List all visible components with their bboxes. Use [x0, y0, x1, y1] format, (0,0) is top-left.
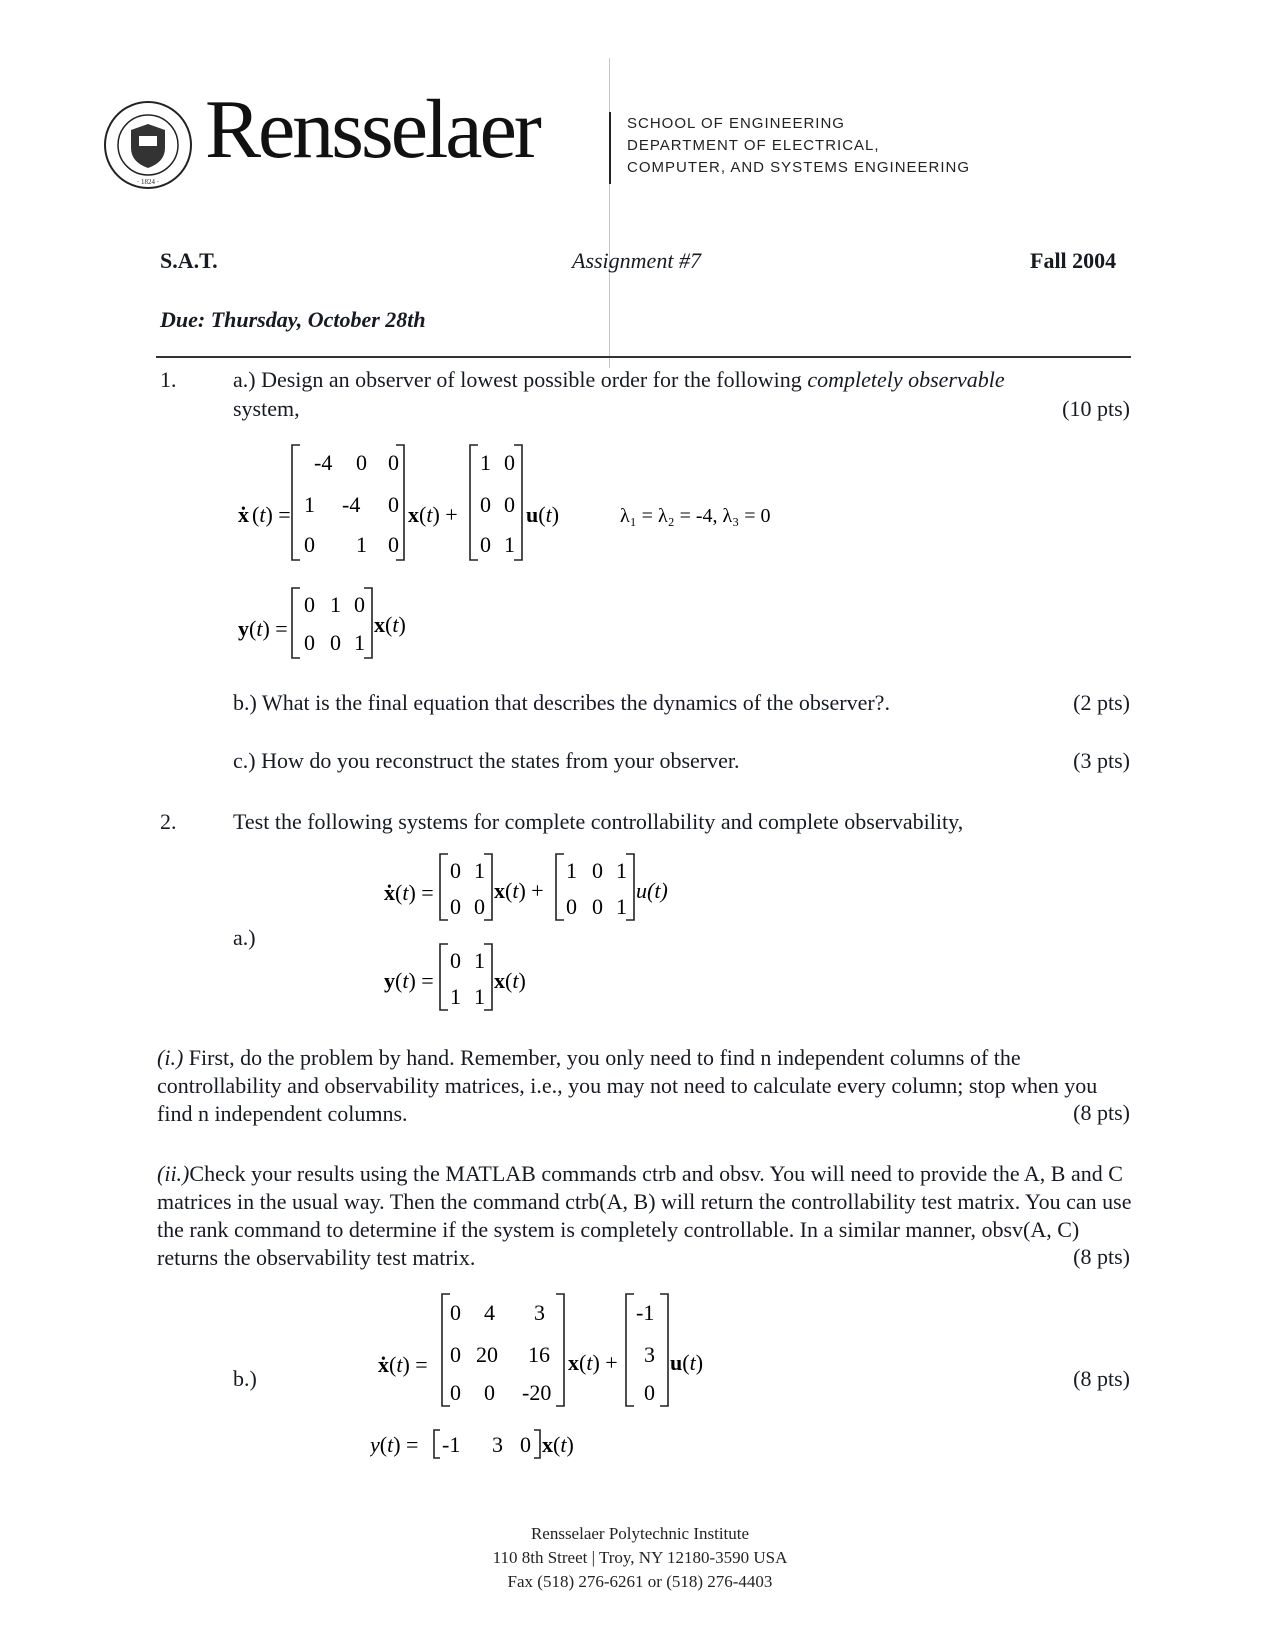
matrix-2b-b-right-bracket	[660, 1294, 668, 1406]
brand-wordmark: Rensselaer	[205, 83, 539, 176]
c-21: 0	[304, 630, 315, 655]
problem-1a-emphasis: completely observable	[807, 367, 1005, 392]
b2-21: 0	[566, 894, 577, 919]
a3-22: 20	[476, 1342, 498, 1367]
note-i-points: (8 pts)	[1073, 1100, 1130, 1125]
matrix-2a-a	[450, 858, 485, 919]
c3-1: -1	[442, 1432, 461, 1457]
y-term-2a: y(t) =	[384, 968, 434, 993]
matrix-2b-a	[450, 1300, 551, 1405]
u-term-1: u(t)	[526, 502, 560, 527]
a-11: -4	[314, 450, 333, 475]
b3-2: 3	[644, 1342, 655, 1367]
note-ii-points: (8 pts)	[1073, 1244, 1130, 1269]
a-31: 0	[304, 532, 315, 557]
y-term-1: y(t) =	[238, 616, 288, 641]
rpi-seal-logo	[103, 100, 193, 190]
letterhead-divider	[609, 112, 611, 184]
a-21: 1	[304, 492, 315, 517]
c-23: 1	[354, 630, 365, 655]
a2-21: 0	[450, 894, 461, 919]
b2-22: 0	[592, 894, 603, 919]
a3-33: -20	[522, 1380, 552, 1405]
c2-22: 1	[474, 984, 485, 1009]
a3-11: 0	[450, 1300, 461, 1325]
matrix-c-right-bracket	[364, 588, 372, 658]
xdot-2a: ẋ(t) =	[384, 880, 434, 905]
eigenvalues: λ₁ = λ₂ = -4, λ₃ = 0	[620, 505, 771, 527]
matrix-2b-c-left-bracket	[434, 1430, 440, 1458]
due-date: Due: Thursday, October 28th	[160, 307, 426, 332]
c-11: 0	[304, 592, 315, 617]
b2-12: 0	[592, 858, 603, 883]
b3-3: 0	[644, 1380, 655, 1405]
b2-23: 1	[616, 894, 627, 919]
matrix-2b-b-left-bracket	[626, 1294, 634, 1406]
matrix-b-left-bracket	[470, 445, 478, 560]
department-line-2: DEPARTMENT OF ELECTRICAL,	[627, 137, 880, 154]
a-12: 0	[356, 450, 367, 475]
note-ii-label: (ii.)	[157, 1161, 190, 1186]
footer-address	[0, 1522, 1280, 1594]
problem-1c-text: c.) How do you reconstruct the states from your observer.	[233, 748, 740, 773]
problem-1a-points: (10 pts)	[1062, 396, 1130, 421]
x-term-2b-out: x(t)	[542, 1432, 574, 1457]
note-i-text: First, do the problem by hand. Remember, you only need to find n independent columns of the controllability and observability matrices, i.e., you may not need to calculate every column; stop when you find n independent columns.	[157, 1045, 1098, 1126]
problem-1-number: 1.	[160, 367, 177, 392]
matrix-b-right-bracket	[514, 445, 522, 560]
y-term-2b: y(t) =	[370, 1432, 419, 1457]
a3-32: 0	[484, 1380, 495, 1405]
b3-1: -1	[636, 1300, 655, 1325]
matrix-2a-b-right-bracket	[626, 854, 634, 920]
footer-line-3: Fax (518) 276-6261 or (518) 276-4403	[507, 1572, 773, 1591]
matrix-2a-a-left-bracket	[440, 854, 448, 920]
term: Fall 2004	[1030, 248, 1117, 273]
problem-2b-label: b.)	[233, 1366, 257, 1391]
b-12: 0	[504, 450, 515, 475]
header-rule	[156, 356, 1131, 358]
note-ii-text: Check your results using the MATLAB commands ctrb and obsv. You will need to provide the A, B and C matrices in the usual way. Then the command ctrb(A, B) will return the controllability test matrix. You can use the rank command to determine if the system is completely controllable. In a similar manner, obsv(A, C) returns the observability test matrix.	[157, 1161, 1132, 1270]
c2-21: 1	[450, 984, 461, 1009]
x-term-2a: x(t) +	[494, 878, 544, 903]
assignment-title: Assignment #7	[572, 248, 701, 273]
matrix-a	[304, 450, 399, 557]
b-21: 0	[480, 492, 491, 517]
problem-2-number: 2.	[160, 809, 177, 834]
u-term-2a: u(t)	[636, 878, 668, 903]
b-32: 1	[504, 532, 515, 557]
c2-11: 0	[450, 948, 461, 973]
problem-1b-text: b.) What is the final equation that describes the dynamics of the observer?.	[233, 690, 890, 715]
a3-23: 16	[528, 1342, 550, 1367]
problem-1a-continuation: system,	[233, 396, 300, 421]
c-12: 1	[330, 592, 341, 617]
svg-text:· 1824 ·: · 1824 ·	[136, 178, 160, 186]
department-line-3: COMPUTER, AND SYSTEMS ENGINEERING	[627, 159, 971, 176]
problem-2b-equations	[370, 1290, 770, 1460]
matrix-2b-a-right-bracket	[556, 1294, 564, 1406]
problem-2-intro: Test the following systems for complete controllability and complete observability,	[233, 809, 964, 834]
problem-2a-equations	[380, 848, 740, 1028]
a3-13: 3	[534, 1300, 545, 1325]
problem-2b-points: (8 pts)	[1073, 1366, 1130, 1391]
footer-line-2: 110 8th Street | Troy, NY 12180-3590 USA	[492, 1548, 788, 1567]
b-22: 0	[504, 492, 515, 517]
xdot-arg: (t) =	[252, 502, 291, 527]
matrix-2a-c	[450, 948, 485, 1009]
c-13: 0	[354, 592, 365, 617]
b-11: 1	[480, 450, 491, 475]
a-23: 0	[388, 492, 399, 517]
a2-12: 1	[474, 858, 485, 883]
c-22: 0	[330, 630, 341, 655]
fold-line	[609, 58, 610, 368]
problem-1a-prefix: a.) Design an observer of lowest possible order for the following	[233, 367, 808, 392]
a-22: -4	[342, 492, 361, 517]
c2-12: 1	[474, 948, 485, 973]
matrix-b	[480, 450, 515, 557]
a-33: 0	[388, 532, 399, 557]
problem-1-equations	[230, 440, 850, 670]
problem-2a-label: a.)	[233, 925, 256, 950]
matrix-2a-a-right-bracket	[484, 854, 492, 920]
a2-22: 0	[474, 894, 485, 919]
x-term-2a-out: x(t)	[494, 968, 526, 993]
note-ii-paragraph	[157, 1160, 1132, 1272]
a3-31: 0	[450, 1380, 461, 1405]
note-i-paragraph	[157, 1044, 1132, 1128]
department-line-1: SCHOOL OF ENGINEERING	[627, 115, 845, 132]
matrix-2a-b-left-bracket	[556, 854, 564, 920]
note-i-label: (i.)	[157, 1045, 184, 1070]
a3-21: 0	[450, 1342, 461, 1367]
c3-2: 3	[492, 1432, 503, 1457]
problem-1a-text	[233, 367, 1005, 393]
b2-11: 1	[566, 858, 577, 883]
a-13: 0	[388, 450, 399, 475]
b2-13: 1	[616, 858, 627, 883]
department-block	[627, 113, 970, 179]
x-term-2: x(t)	[374, 612, 406, 637]
xdot-symbol: ẋ	[238, 502, 249, 527]
matrix-a-left-bracket	[292, 445, 300, 560]
c3-3: 0	[520, 1432, 531, 1457]
matrix-c-left-bracket	[292, 588, 300, 658]
matrix-2b-a-left-bracket	[442, 1294, 450, 1406]
footer-line-1: Rensselaer Polytechnic Institute	[530, 1524, 750, 1543]
a2-11: 0	[450, 858, 461, 883]
a-32: 1	[356, 532, 367, 557]
matrix-2b-c	[442, 1432, 531, 1457]
course-name: S.A.T.	[160, 248, 218, 273]
x-term-1: x(t) +	[408, 502, 458, 527]
b-31: 0	[480, 532, 491, 557]
problem-1c-points: (3 pts)	[1073, 748, 1130, 773]
a3-12: 4	[484, 1300, 495, 1325]
matrix-c	[304, 592, 365, 655]
x-term-2b: x(t) +	[568, 1350, 618, 1375]
matrix-2a-c-left-bracket	[440, 944, 448, 1010]
matrix-2b-b	[636, 1300, 655, 1405]
matrix-2b-c-right-bracket	[534, 1430, 540, 1458]
problem-1b-points: (2 pts)	[1073, 690, 1130, 715]
matrix-2a-b	[566, 858, 627, 919]
u-term-2b: u(t)	[670, 1350, 704, 1375]
matrix-2a-c-right-bracket	[484, 944, 492, 1010]
xdot-2b: ẋ(t) =	[378, 1352, 428, 1377]
